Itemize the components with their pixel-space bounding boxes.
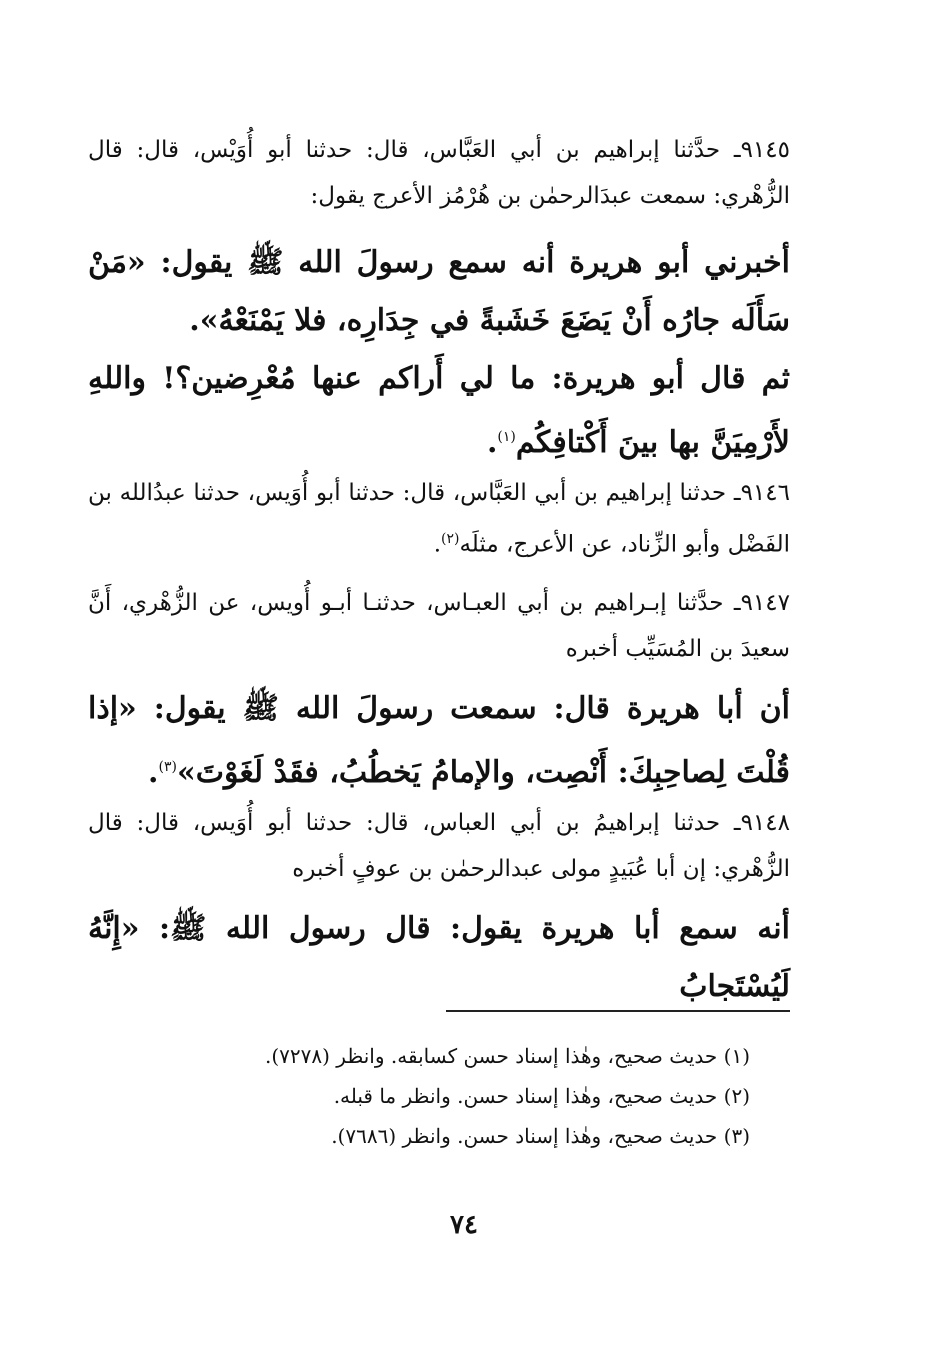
- hadith-9148-isnad: [88, 800, 790, 892]
- footnote-1: (١) حديث صحيح، وهٰذا إسناد حسن كسابقه. وانظر (٧٢٧٨).: [264, 1044, 750, 1068]
- footnote-2: (٢) حديث صحيح، وهٰذا إسناد حسن. وانظر ما قبله.: [333, 1084, 750, 1108]
- footnotes: [88, 1036, 750, 1156]
- hadith-9145-matn-continuation: [88, 350, 790, 472]
- hadith-9147-isnad-text: ٩١٤٧ـ حدَّثنا إبـراهيم بن أبي العبـاس، حدثنـا أبـو أُويس، عن الزُّهْري، أَنَّ سعيدَ بن المُسَيِّب أخبره: [88, 590, 790, 662]
- hadith-9146-isnad: [88, 470, 790, 568]
- footnote-ref-3: (٣): [158, 759, 177, 775]
- page-number: ٧٤: [450, 1210, 478, 1240]
- hadith-9148-isnad-text: ٩١٤٨ـ حدثنا إبراهيمُ بن أبي العباس، قال: حدثنا أبو أُوَيس، قال: قال الزُّهْري: إن أبا عُبَيدٍ مولى عبدالرحمٰن بن عوفٍ أخبره: [88, 810, 790, 882]
- footnote-3: (٣) حديث صحيح، وهٰذا إسناد حسن. وانظر (٧٦٨٦).: [331, 1124, 750, 1148]
- hadith-9145-end: .: [486, 425, 498, 460]
- hadith-9148-matn-text: أنه سمع أبا هريرة يقول: قال رسول الله ﷺ: «إِنَّهُ لَيُسْتَجابُ: [88, 911, 790, 1004]
- hadith-9147-end: .: [148, 755, 159, 790]
- hadith-9145-isnad-text: ٩١٤٥ـ حدَّثنا إبراهيم بن أبي العَبَّاس، قال: حدثنا أبو أُوَيْس، قال: قال الزُّهْري: سمعت عبدَالرحمٰن بن هُرْمُز الأعرج يقول:: [88, 137, 790, 209]
- footnote-ref-1: (١): [497, 429, 516, 445]
- hadith-9145-isnad: [88, 127, 790, 219]
- hadith-9145-matn2-text: ثم قال أبو هريرة: ما لي أَراكم عنها مُعْرِضين؟! واللهِ لأَرْمِيَنَّ بها بينَ أَكْتافِكُم: [88, 361, 790, 460]
- hadith-9145-matn: [88, 234, 790, 350]
- hadith-9147-matn-text: أن أبا هريرة قال: سمعت رسولَ الله ﷺ يقول: «إذا قُلْتَ لِصاحِبِكَ: أَنْصِت، والإمامُ يَخطُبُ، فقَدْ لَغَوْتَ»: [88, 691, 790, 790]
- hadith-9147-matn: [88, 680, 790, 802]
- hadith-9146-isnad-text: ٩١٤٦ـ حدثنا إبراهيم بن أبي العَبَّاس، قال: حدثنا أبو أُوَيس، حدثنا عبدُالله بن الفَضْل وأبو الزِّناد، عن الأعرج، مثلَه: [88, 480, 790, 558]
- footnote-ref-2: (٢): [441, 531, 460, 547]
- hadith-9147-isnad: [88, 580, 790, 672]
- hadith-9145-matn-text: أخبرني أبو هريرة أنه سمع رسولَ الله ﷺ يقول: «مَنْ سَأَلَه جارُه أَنْ يَضَعَ خَشَبةً في جِدَارِه، فلا يَمْنَعْهُ».: [88, 245, 790, 338]
- hadith-9146-end: .: [433, 531, 441, 558]
- footnote-separator: [446, 1010, 790, 1012]
- hadith-9148-matn: [88, 900, 790, 1016]
